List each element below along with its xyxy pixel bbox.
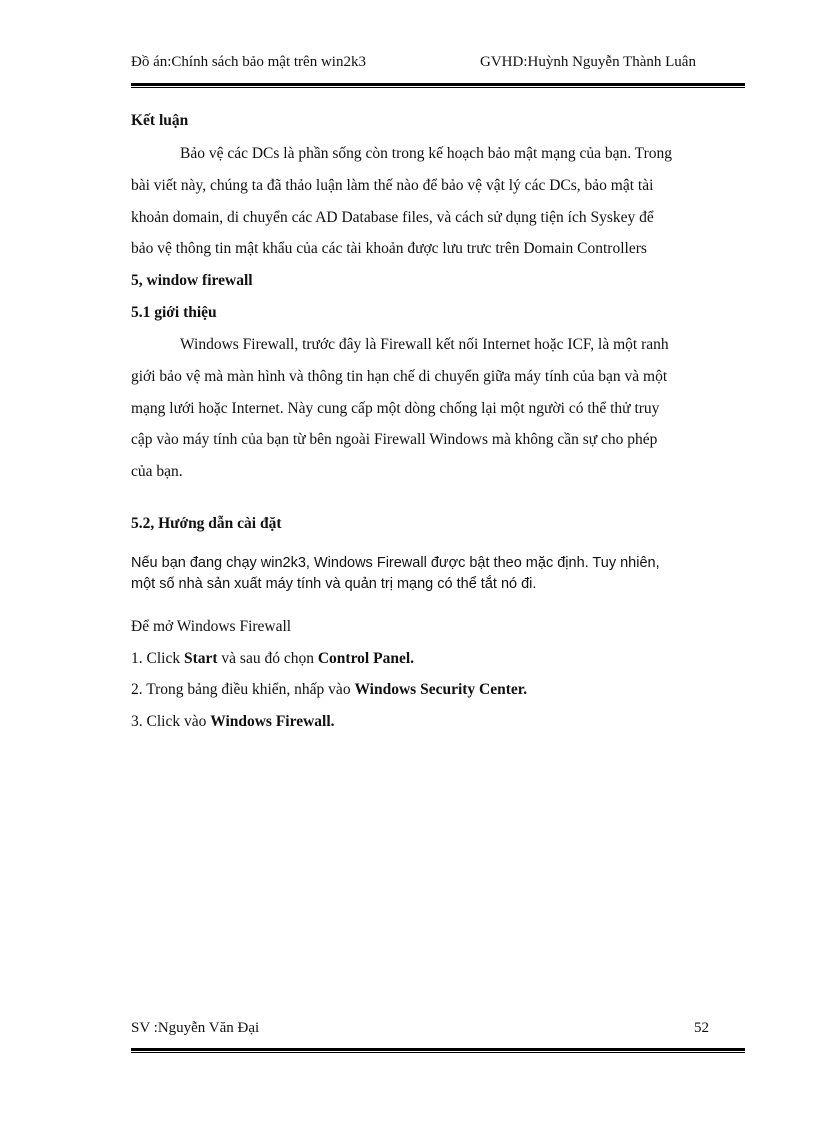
step-bold: Control Panel.	[317, 650, 414, 667]
paragraph-line: bài viết này, chúng ta đã thảo luận làm thế nào để bảo vệ vật lý các DCs, bảo mật tài	[131, 177, 654, 194]
paragraph-line: bảo vệ thông tin mật khẩu của các tài khoản được lưu trưc trên Domain Controllers	[131, 240, 647, 257]
paragraph-line: khoản domain, di chuyển các AD Database files, và cách sử dụng tiện ích Syskey để	[131, 209, 654, 226]
page-header	[131, 54, 745, 76]
step-bold: Windows Firewall.	[210, 713, 335, 730]
heading-ket-luan: Kết luận	[131, 112, 189, 129]
step-text: 2. Trong bảng điều khiển, nhấp vào	[131, 681, 355, 698]
step-item	[131, 650, 414, 668]
paragraph-line: cập vào máy tính của bạn từ bên ngoài Firewall Windows mà không cần sự cho phép	[131, 431, 658, 448]
heading-gioi-thieu: 5.1 giới thiệu	[131, 304, 217, 321]
header-supervisor: GVHD:Huỳnh Nguyễn Thành Luân	[480, 54, 696, 70]
footer-student-name: SV :Nguyễn Văn Đại	[131, 1020, 260, 1036]
page-number: 52	[694, 1020, 709, 1036]
step-item	[131, 713, 335, 731]
header-rule	[131, 83, 745, 86]
paragraph-line: giới bảo vệ mà màn hình và thông tin hạn chế di chuyển giữa máy tính của bạn và một	[131, 368, 668, 385]
footer-rule-thin	[131, 1052, 745, 1053]
header-project-title: Đồ án:Chính sách bảo mật trên win2k3	[131, 54, 366, 70]
footer-rule	[131, 1048, 745, 1051]
step-bold: Windows Security Center.	[354, 681, 528, 698]
paragraph-line: Để mở Windows Firewall	[131, 618, 292, 635]
step-text: 1. Click	[131, 650, 184, 667]
paragraph-line: một số nhà sản xuất máy tính và quản trị mạng có thể tắt nó đi.	[131, 576, 537, 592]
paragraph-line: Nếu bạn đang chạy win2k3, Windows Firewall được bật theo mặc định. Tuy nhiên,	[131, 555, 660, 571]
step-text: 3. Click vào	[131, 713, 211, 730]
step-text: và sau đó chọn	[217, 650, 318, 667]
heading-huong-dan: 5.2, Hướng dẫn cài đặt	[131, 515, 282, 532]
paragraph-line: mạng lưới hoặc Internet. Này cung cấp một dòng chống lại một người có thể thử truy	[131, 400, 660, 417]
paragraph-line: Bảo vệ các DCs là phần sống còn trong kế hoạch bảo mật mạng của bạn. Trong	[180, 145, 673, 162]
heading-window-firewall: 5, window firewall	[131, 272, 253, 289]
paragraph-line: Windows Firewall, trước đây là Firewall kết nối Internet hoặc ICF, là một ranh	[180, 336, 669, 353]
step-item	[131, 681, 527, 699]
header-rule-thin	[131, 87, 745, 88]
step-bold: Start	[183, 650, 218, 667]
paragraph-line: của bạn.	[131, 463, 183, 480]
